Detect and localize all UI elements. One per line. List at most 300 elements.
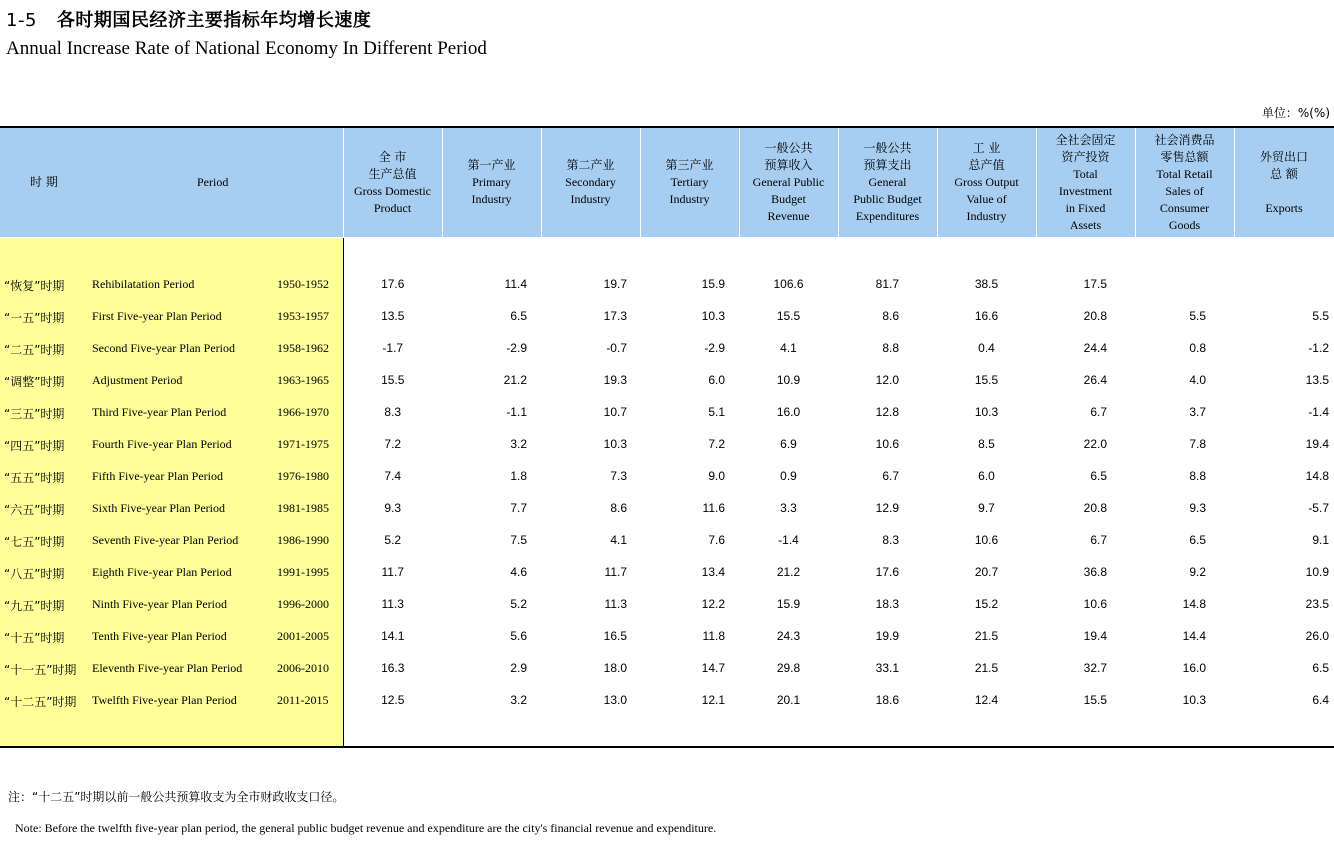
- empty-cell: [1036, 716, 1135, 747]
- empty-cell: [1135, 716, 1234, 747]
- col-header-cn: 工 业: [972, 141, 1001, 155]
- value-cell: 5.2: [384, 533, 402, 547]
- value-cell: 26.0: [1305, 629, 1329, 643]
- col-header: [541, 127, 640, 238]
- value-cell: 11.8: [702, 629, 725, 643]
- value-cell: 14.7: [701, 661, 725, 675]
- col-header-cn: 预算支出: [863, 158, 912, 172]
- col-header-en: Industry: [966, 209, 1007, 223]
- value-cell: 6.5: [1189, 533, 1206, 547]
- value-cell: 3.2: [510, 693, 527, 707]
- col-header: [343, 127, 442, 238]
- value-cell: 16.0: [776, 405, 801, 419]
- value-cell: 106.6: [773, 277, 804, 291]
- value-cell: -5.7: [1308, 501, 1329, 515]
- period-cn: “二五”时期: [4, 343, 65, 357]
- period-years: 1991-1995: [277, 565, 329, 579]
- value-cell: -0.7: [606, 341, 627, 355]
- value-cell: 8.3: [384, 405, 402, 419]
- col-header-cn: 第二产业: [566, 158, 615, 172]
- value-cell: 20.8: [1083, 309, 1107, 323]
- empty-cell: [1234, 238, 1334, 269]
- value-cell: 5.1: [708, 405, 725, 419]
- value-cell: 12.9: [875, 501, 899, 515]
- period-cn: “九五”时期: [4, 599, 65, 613]
- table-row: [0, 428, 1334, 460]
- period-years: 1958-1962: [277, 341, 329, 355]
- value-cell: 21.5: [974, 629, 999, 643]
- value-cell: 21.2: [503, 373, 527, 387]
- value-cell: 11.3: [604, 597, 627, 611]
- period-cn: “十五”时期: [4, 631, 65, 645]
- table-row: [0, 364, 1334, 396]
- col-header: [1234, 127, 1334, 238]
- value-cell: 8.8: [1189, 469, 1206, 483]
- period-cn: “十一五”时期: [4, 663, 77, 677]
- col-header-en: Industry: [570, 192, 611, 206]
- value-cell: -1.4: [778, 533, 799, 547]
- col-header: [1036, 127, 1135, 238]
- value-cell: 38.5: [974, 277, 999, 291]
- value-cell: 6.0: [978, 469, 995, 483]
- value-cell: [1234, 268, 1334, 300]
- data-table: [0, 126, 1334, 748]
- period-years: 1966-1970: [277, 405, 329, 419]
- period-en: First Five-year Plan Period: [92, 309, 222, 323]
- value-cell: -1.4: [1308, 405, 1329, 419]
- col-header-en: Budget: [771, 192, 806, 206]
- table-row: [0, 620, 1334, 652]
- value-cell: 7.8: [1189, 437, 1206, 451]
- value-cell: 12.5: [381, 693, 405, 707]
- period-cell: [0, 556, 343, 588]
- col-header-cn: 第一产业: [467, 158, 516, 172]
- value-cell: 10.3: [701, 309, 725, 323]
- col-header-cn: 预算收入: [764, 158, 813, 172]
- empty-cell: [937, 716, 1036, 747]
- value-cell: -1.2: [1308, 341, 1329, 355]
- period-en: Seventh Five-year Plan Period: [92, 533, 239, 547]
- table-row: [0, 460, 1334, 492]
- value-cell: 10.3: [603, 437, 627, 451]
- empty-cell: [1036, 238, 1135, 269]
- period-cn: “四五”时期: [4, 439, 65, 453]
- period-years: 2001-2005: [277, 629, 329, 643]
- period-years: 1953-1957: [277, 309, 329, 323]
- col-header-en: Tertiary: [670, 175, 709, 189]
- col-header-cn: 外贸出口: [1259, 149, 1308, 164]
- value-cell: 17.3: [603, 309, 627, 323]
- col-header-en: Assets: [1069, 217, 1102, 232]
- spacer-row: [0, 716, 1334, 747]
- period-en: Sixth Five-year Plan Period: [92, 501, 225, 515]
- value-cell: 11.4: [504, 277, 527, 291]
- value-cell: 10.6: [974, 533, 999, 547]
- value-cell: 16.5: [603, 629, 627, 643]
- value-cell: 15.5: [776, 309, 801, 323]
- value-cell: 19.9: [875, 629, 899, 643]
- col-header-en: General Public: [752, 175, 825, 189]
- period-header-en: Period: [197, 175, 229, 189]
- value-cell: 19.7: [603, 277, 627, 291]
- value-cell: 15.5: [1083, 693, 1107, 707]
- period-en: Eleventh Five-year Plan Period: [92, 661, 243, 675]
- col-header-cn: 零售总额: [1160, 149, 1209, 164]
- period-cell: [0, 238, 343, 269]
- value-cell: 9.2: [1189, 565, 1206, 579]
- col-header-en: Gross Domestic: [354, 183, 431, 198]
- period-cn: “六五”时期: [4, 503, 65, 517]
- table-row: [0, 300, 1334, 332]
- empty-cell: [739, 238, 838, 269]
- value-cell: 16.6: [974, 309, 999, 323]
- col-header-en: Revenue: [767, 209, 810, 223]
- col-header: [838, 127, 937, 238]
- table-row: [0, 588, 1334, 620]
- col-header-en: Total: [1073, 166, 1098, 181]
- title-cn-text: 各时期国民经济主要指标年均增长速度: [56, 10, 372, 31]
- period-years: 1981-1985: [277, 501, 329, 515]
- table-row: [0, 652, 1334, 684]
- table-row: [0, 268, 1334, 300]
- period-en: Ninth Five-year Plan Period: [92, 597, 227, 611]
- period-cell: [0, 268, 343, 300]
- empty-cell: [541, 238, 640, 269]
- value-cell: 14.1: [381, 629, 405, 643]
- col-header-en: Goods: [1168, 217, 1201, 232]
- value-cell: 5.2: [510, 597, 527, 611]
- period-en: Eighth Five-year Plan Period: [92, 565, 232, 579]
- value-cell: 7.4: [384, 469, 402, 483]
- value-cell: 12.2: [701, 597, 725, 611]
- col-header-en: Public Budget: [853, 192, 922, 206]
- value-cell: 8.8: [882, 341, 899, 355]
- value-cell: 7.2: [384, 437, 402, 451]
- empty-cell: [442, 716, 541, 747]
- value-cell: 10.9: [1305, 565, 1329, 579]
- period-cell: [0, 428, 343, 460]
- col-header: [442, 127, 541, 238]
- value-cell: 3.2: [510, 437, 527, 451]
- value-cell: 18.3: [875, 597, 899, 611]
- col-header-en: [1237, 183, 1332, 200]
- value-cell: 8.3: [882, 533, 899, 547]
- table-title-cn: [6, 6, 371, 32]
- value-cell: 33.1: [875, 661, 899, 675]
- period-cn: “三五”时期: [4, 407, 65, 421]
- value-cell: 9.0: [708, 469, 725, 483]
- spacer-row: [0, 238, 1334, 269]
- value-cell: -1.1: [506, 405, 527, 419]
- empty-cell: [937, 238, 1036, 269]
- col-header-en: Exports: [1265, 200, 1303, 215]
- table-row: [0, 556, 1334, 588]
- value-cell: 15.9: [701, 277, 725, 291]
- value-cell: -2.9: [704, 341, 725, 355]
- empty-cell: [640, 716, 739, 747]
- col-header-en: Industry: [669, 192, 710, 206]
- col-header: [1135, 127, 1234, 238]
- period-cell: [0, 396, 343, 428]
- period-cell: [0, 716, 343, 747]
- value-cell: 4.1: [780, 341, 797, 355]
- value-cell: 15.2: [974, 597, 999, 611]
- value-cell: 19.3: [603, 373, 627, 387]
- col-header-cn: 一般公共: [764, 141, 813, 155]
- value-cell: 32.7: [1083, 661, 1107, 675]
- empty-cell: [1234, 716, 1334, 747]
- value-cell: 1.8: [510, 469, 527, 483]
- col-header-cn: 全社会固定: [1055, 132, 1116, 147]
- value-cell: 11.3: [381, 597, 404, 611]
- table-title-en: Annual Increase Rate of National Economy In Different Period: [6, 38, 487, 59]
- period-en: Adjustment Period: [92, 373, 183, 387]
- value-cell: 23.5: [1305, 597, 1329, 611]
- period-cn: “恢复”时期: [4, 279, 65, 293]
- value-cell: 9.7: [978, 501, 995, 515]
- col-header: [937, 127, 1036, 238]
- col-header-en: in Fixed: [1065, 200, 1106, 215]
- col-header-cn: 社会消费品: [1154, 132, 1215, 147]
- value-cell: 17.5: [1083, 277, 1107, 291]
- value-cell: 0.9: [780, 469, 797, 483]
- value-cell: 12.4: [974, 693, 999, 707]
- table-row: [0, 524, 1334, 556]
- value-cell: [1135, 268, 1234, 300]
- period-years: 1963-1965: [277, 373, 329, 387]
- empty-cell: [442, 238, 541, 269]
- value-cell: 6.5: [1090, 469, 1107, 483]
- value-cell: 9.3: [384, 501, 402, 515]
- value-cell: 19.4: [1083, 629, 1107, 643]
- value-cell: 13.4: [701, 565, 725, 579]
- value-cell: 20.8: [1083, 501, 1107, 515]
- period-cell: [0, 588, 343, 620]
- value-cell: 4.0: [1189, 373, 1206, 387]
- value-cell: 12.1: [701, 693, 725, 707]
- value-cell: 7.3: [610, 469, 627, 483]
- note-cn: 注：“十二五”时期以前一般公共预算收支为全市财政收支口径。: [8, 790, 345, 804]
- value-cell: 3.3: [780, 501, 797, 515]
- period-years: 1971-1975: [277, 437, 329, 451]
- value-cell: 12.8: [875, 405, 899, 419]
- empty-cell: [343, 716, 442, 747]
- value-cell: 8.6: [882, 309, 899, 323]
- value-cell: 7.5: [510, 533, 527, 547]
- value-cell: 13.5: [1305, 373, 1329, 387]
- table-number: 1-5: [6, 10, 37, 31]
- empty-cell: [640, 238, 739, 269]
- table-body: [0, 238, 1334, 748]
- table-row: [0, 684, 1334, 716]
- col-header-en: Total Retail: [1156, 166, 1213, 181]
- value-cell: 17.6: [381, 277, 405, 291]
- col-header-en: Investment: [1058, 183, 1113, 198]
- value-cell: 6.5: [510, 309, 527, 323]
- value-cell: 20.7: [974, 565, 999, 579]
- value-cell: 18.0: [603, 661, 627, 675]
- value-cell: 11.7: [604, 565, 627, 579]
- period-cn: “八五”时期: [4, 567, 65, 581]
- value-cell: 8.6: [610, 501, 627, 515]
- value-cell: 14.8: [1182, 597, 1206, 611]
- value-cell: 19.4: [1305, 437, 1329, 451]
- period-cn: “五五”时期: [4, 471, 65, 485]
- value-cell: 22.0: [1083, 437, 1107, 451]
- value-cell: 6.7: [1090, 533, 1107, 547]
- value-cell: 7.7: [510, 501, 527, 515]
- value-cell: 5.5: [1312, 309, 1329, 323]
- col-header-cn: 全 市: [378, 149, 407, 164]
- period-en: Fourth Five-year Plan Period: [92, 437, 232, 451]
- period-years: 1986-1990: [277, 533, 329, 547]
- period-cell: [0, 332, 343, 364]
- value-cell: 12.0: [875, 373, 899, 387]
- period-cn: “十二五”时期: [4, 695, 77, 709]
- unit-label: 单位：%(%): [1261, 106, 1330, 120]
- value-cell: 10.6: [1083, 597, 1107, 611]
- period-en: Tenth Five-year Plan Period: [92, 629, 227, 643]
- period-cn: “七五”时期: [4, 535, 65, 549]
- value-cell: 10.3: [1182, 693, 1206, 707]
- empty-cell: [343, 238, 442, 269]
- header-row: [0, 127, 1334, 238]
- value-cell: 6.7: [1090, 405, 1107, 419]
- value-cell: 10.3: [974, 405, 999, 419]
- value-cell: 3.7: [1189, 405, 1206, 419]
- value-cell: 4.1: [610, 533, 627, 547]
- period-cell: [0, 652, 343, 684]
- value-cell: 7.6: [708, 533, 725, 547]
- period-header-cn: 时 期: [30, 175, 58, 189]
- col-header-cn: 一般公共: [863, 141, 912, 155]
- col-header-cn: 第三产业: [665, 158, 714, 172]
- value-cell: 7.2: [708, 437, 725, 451]
- period-years: 2011-2015: [277, 693, 329, 707]
- value-cell: 81.7: [875, 277, 899, 291]
- value-cell: 10.6: [875, 437, 899, 451]
- col-header-en: Value of: [966, 192, 1007, 206]
- col-header: [640, 127, 739, 238]
- value-cell: 0.8: [1189, 341, 1206, 355]
- period-en: Fifth Five-year Plan Period: [92, 469, 223, 483]
- value-cell: 4.6: [510, 565, 527, 579]
- value-cell: -1.7: [382, 341, 404, 355]
- value-cell: 10.7: [603, 405, 627, 419]
- period-years: 1976-1980: [277, 469, 329, 483]
- value-cell: 20.1: [776, 693, 801, 707]
- period-years: 2006-2010: [277, 661, 329, 675]
- value-cell: 6.5: [1312, 661, 1329, 675]
- period-years: 1950-1952: [277, 277, 329, 291]
- value-cell: 13.5: [381, 309, 405, 323]
- value-cell: 6.9: [780, 437, 797, 451]
- period-cell: [0, 620, 343, 652]
- period-en: Second Five-year Plan Period: [92, 341, 235, 355]
- period-en: Third Five-year Plan Period: [92, 405, 227, 419]
- value-cell: 5.5: [1189, 309, 1206, 323]
- value-cell: 21.2: [776, 565, 801, 579]
- value-cell: 6.4: [1312, 693, 1329, 707]
- value-cell: 15.9: [776, 597, 801, 611]
- value-cell: 8.5: [978, 437, 995, 451]
- value-cell: 36.8: [1083, 565, 1107, 579]
- period-cell: [0, 524, 343, 556]
- col-header-en: Product: [373, 200, 412, 215]
- period-cn: “调整”时期: [4, 375, 65, 389]
- period-cell: [0, 300, 343, 332]
- value-cell: 16.0: [1182, 661, 1206, 675]
- value-cell: 6.7: [882, 469, 899, 483]
- empty-cell: [838, 716, 937, 747]
- period-header: [0, 127, 343, 238]
- empty-cell: [838, 238, 937, 269]
- value-cell: 29.8: [776, 661, 801, 675]
- col-header-en: Primary: [472, 175, 511, 189]
- value-cell: 14.4: [1182, 629, 1206, 643]
- col-header-en: Secondary: [565, 175, 616, 189]
- note-en: Note: Before the twelfth five-year plan period, the general public budget revenue and expenditure are the city's financial revenue and expenditure.: [15, 821, 717, 835]
- col-header-en: Gross Output: [954, 175, 1019, 189]
- value-cell: 0.4: [978, 341, 995, 355]
- value-cell: 13.0: [603, 693, 627, 707]
- value-cell: 21.5: [974, 661, 999, 675]
- table-row: [0, 396, 1334, 428]
- value-cell: 11.7: [381, 565, 404, 579]
- col-header-en: Expenditures: [855, 209, 920, 223]
- period-en: Rehibilatation Period: [92, 277, 195, 291]
- period-years: 1996-2000: [277, 597, 329, 611]
- col-header-en: General: [868, 175, 907, 189]
- value-cell: 26.4: [1083, 373, 1107, 387]
- col-header-cn: 总 额: [1270, 166, 1298, 181]
- value-cell: 24.3: [776, 629, 801, 643]
- table-row: [0, 492, 1334, 524]
- period-cell: [0, 364, 343, 396]
- period-cn: “一五”时期: [4, 311, 65, 325]
- col-header-cn: 总产值: [968, 158, 1005, 172]
- value-cell: 10.9: [776, 373, 801, 387]
- value-cell: 15.5: [974, 373, 999, 387]
- period-en: Twelfth Five-year Plan Period: [92, 693, 237, 707]
- value-cell: 2.9: [510, 661, 527, 675]
- value-cell: 17.6: [875, 565, 899, 579]
- period-cell: [0, 492, 343, 524]
- value-cell: 6.0: [708, 373, 725, 387]
- empty-cell: [1135, 238, 1234, 269]
- col-header-cn: 资产投资: [1061, 149, 1110, 164]
- value-cell: -2.9: [506, 341, 527, 355]
- value-cell: 24.4: [1083, 341, 1107, 355]
- col-header-en: Consumer: [1159, 200, 1210, 215]
- empty-cell: [541, 716, 640, 747]
- col-header-en: Sales of: [1165, 183, 1204, 198]
- value-cell: 11.6: [702, 501, 725, 515]
- value-cell: 5.6: [510, 629, 527, 643]
- col-header-cn: 生产总值: [368, 166, 417, 181]
- value-cell: 9.1: [1312, 533, 1329, 547]
- period-cell: [0, 460, 343, 492]
- empty-cell: [739, 716, 838, 747]
- value-cell: 18.6: [875, 693, 899, 707]
- value-cell: 16.3: [381, 661, 405, 675]
- value-cell: 15.5: [381, 373, 405, 387]
- table-row: [0, 332, 1334, 364]
- value-cell: 14.8: [1305, 469, 1329, 483]
- col-header: [739, 127, 838, 238]
- col-header-en: Industry: [471, 192, 512, 206]
- value-cell: 9.3: [1189, 501, 1206, 515]
